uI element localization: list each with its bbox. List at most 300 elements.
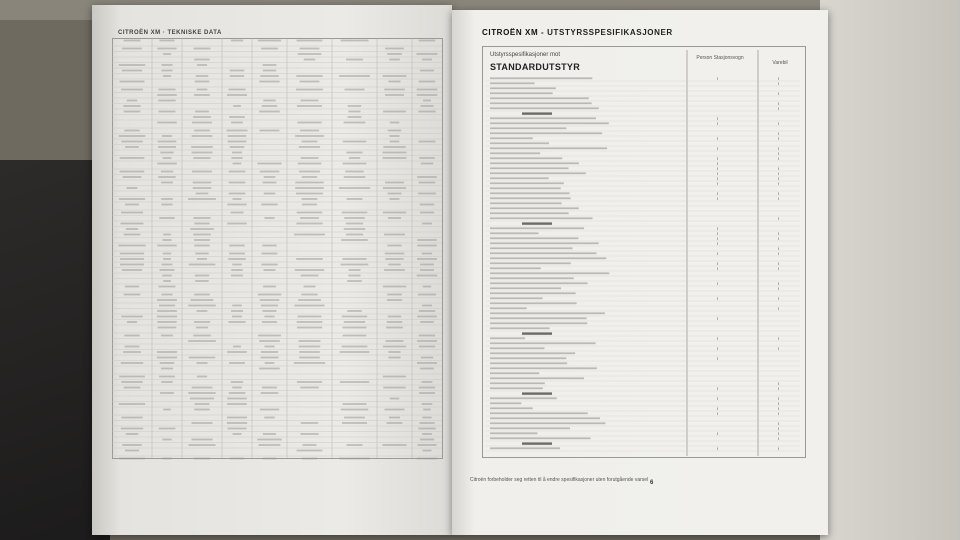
table-cell-text <box>297 212 323 214</box>
table-cell-text <box>383 152 407 154</box>
checklist-item-text <box>490 437 591 439</box>
table-cell-text <box>194 59 209 61</box>
table-cell-text <box>419 141 436 143</box>
table-cell-text <box>418 193 436 195</box>
table-cell-text <box>301 294 317 296</box>
table-cell-text <box>387 321 403 323</box>
table-cell-text <box>299 340 321 342</box>
table-cell-text <box>421 163 433 165</box>
checklist-mark <box>717 337 718 340</box>
checklist-item-text <box>490 312 605 314</box>
table-cell-text <box>348 116 362 118</box>
table-cell-text <box>124 111 141 113</box>
table-cell-text <box>258 294 281 296</box>
table-cell-text <box>159 428 176 430</box>
table-cell-text <box>263 269 275 271</box>
table-cell-text <box>300 217 319 219</box>
table-cell-text <box>419 387 435 389</box>
table-cell-text <box>385 182 404 184</box>
table-cell-text <box>157 351 177 353</box>
checklist-mark <box>717 412 718 415</box>
table-cell-text <box>160 392 174 394</box>
table-cell-text <box>161 171 173 173</box>
table-cell-text <box>299 146 320 148</box>
table-cell-text <box>127 321 137 323</box>
table-cell-text <box>231 212 244 214</box>
table-cell-text <box>119 458 145 460</box>
table-cell-text <box>342 346 368 348</box>
table-cell-text <box>121 212 143 214</box>
table-cell-text <box>420 264 434 266</box>
table-cell-text <box>257 439 281 441</box>
checklist-item-text <box>490 397 557 399</box>
table-cell-text <box>417 245 436 247</box>
table-cell-text <box>344 228 366 230</box>
table-cell-text <box>194 239 210 241</box>
table-cell-text <box>195 280 209 282</box>
table-cell-text <box>122 70 142 72</box>
table-cell-text <box>157 245 176 247</box>
table-cell-text <box>193 217 210 219</box>
table-cell-text <box>343 335 367 337</box>
checklist-item-text <box>490 427 570 429</box>
checklist-mark <box>778 262 779 265</box>
table-cell-text <box>157 48 176 50</box>
checklist-mark <box>778 172 779 175</box>
checklist-mark <box>778 192 779 195</box>
table-cell-text <box>347 444 363 446</box>
checklist-mark <box>717 347 718 350</box>
table-cell-text <box>388 130 401 132</box>
checklist-item-text <box>490 327 550 329</box>
table-cell-text <box>233 163 242 165</box>
checklist-item-text <box>490 402 521 404</box>
table-cell-text <box>122 444 141 446</box>
checklist-item-text <box>490 247 573 249</box>
table-cell-text <box>262 387 277 389</box>
table-cell-text <box>297 450 323 452</box>
table-cell-text <box>232 152 242 154</box>
table-cell-text <box>259 368 280 370</box>
table-cell-text <box>299 346 321 348</box>
table-cell-text <box>298 163 322 165</box>
table-cell-text <box>420 439 434 441</box>
checklist-mark <box>778 297 779 300</box>
table-cell-text <box>342 316 367 318</box>
table-cell-text <box>264 176 276 178</box>
checklist-item-text <box>490 237 578 239</box>
table-cell-text <box>125 204 139 206</box>
table-cell-text <box>189 357 215 359</box>
table-cell-text <box>383 387 405 389</box>
table-cell-text <box>387 294 402 296</box>
table-cell-text <box>419 81 436 83</box>
table-cell-text <box>346 234 363 236</box>
checklist-item-text <box>490 382 545 384</box>
table-cell-text <box>422 305 432 307</box>
checklist-item-text <box>490 207 579 209</box>
table-cell-text <box>257 163 281 165</box>
checklist-item-text <box>490 92 553 94</box>
table-cell-text <box>386 340 404 342</box>
checklist-mark <box>778 217 779 220</box>
checklist-mark <box>717 182 718 185</box>
table-cell-text <box>189 264 216 266</box>
table-cell-text <box>197 376 207 378</box>
table-cell-text <box>231 310 243 312</box>
checklist-mark <box>717 447 718 450</box>
checklist-item-text <box>490 192 570 194</box>
table-cell-text <box>294 362 325 364</box>
table-cell-text <box>386 327 403 329</box>
table-cell-text <box>229 253 245 255</box>
checklist-item-text <box>490 122 609 124</box>
table-cell-text <box>121 316 142 318</box>
checklist-item-text <box>490 347 544 349</box>
table-cell-text <box>262 245 276 247</box>
checklist-mark <box>717 242 718 245</box>
table-cell-text <box>298 299 321 301</box>
table-cell-text <box>390 141 400 143</box>
table-cell-text <box>120 264 144 266</box>
table-cell-text <box>162 458 171 460</box>
table-cell-text <box>297 122 321 124</box>
checklist-mark <box>717 252 718 255</box>
table-cell-text <box>231 40 243 42</box>
table-cell-text <box>157 163 177 165</box>
table-cell-text <box>423 409 431 411</box>
table-cell-text <box>385 258 403 260</box>
table-cell-text <box>298 53 322 55</box>
checklist-mark <box>717 432 718 435</box>
checklist-mark <box>778 132 779 135</box>
checklist-item-text <box>490 417 600 419</box>
table-cell-text <box>163 258 171 260</box>
table-cell-text <box>341 409 369 411</box>
table-cell-text <box>296 75 322 77</box>
checklist-item-text <box>490 182 564 184</box>
table-cell-text <box>195 403 210 405</box>
table-cell-text <box>121 141 143 143</box>
table-cell-text <box>196 75 209 77</box>
table-cell-text <box>197 258 207 260</box>
table-cell-text <box>417 176 437 178</box>
checklist-item-text <box>490 242 599 244</box>
checklist-item-text <box>490 117 596 119</box>
checklist-item-text <box>490 407 533 409</box>
checklist-item-text <box>490 257 606 259</box>
table-cell-text <box>263 64 277 66</box>
checklist-mark <box>778 157 779 160</box>
table-cell-text <box>230 75 244 77</box>
table-cell-text <box>160 269 175 271</box>
table-cell-text <box>233 433 242 435</box>
table-cell-text <box>119 198 145 200</box>
table-cell-text <box>189 444 216 446</box>
table-cell-text <box>422 417 431 419</box>
table-cell-text <box>347 310 362 312</box>
checklist-item-text <box>490 167 569 169</box>
table-cell-text <box>419 40 435 42</box>
table-cell-text <box>417 362 437 364</box>
table-cell-text <box>227 94 247 96</box>
table-cell-text <box>193 182 211 184</box>
table-cell-text <box>419 346 435 348</box>
checklist-mark <box>717 177 718 180</box>
checklist-item-text <box>490 282 588 284</box>
checklist-mark <box>778 402 779 405</box>
table-cell-text <box>264 346 274 348</box>
table-cell-text <box>259 81 279 83</box>
table-cell-text <box>389 135 399 137</box>
checklist-mark <box>717 282 718 285</box>
right-page-title <box>482 28 673 37</box>
table-cell-text <box>417 258 437 260</box>
column-header-varebil: Varebil <box>772 60 788 66</box>
table-cell-text <box>263 286 276 288</box>
table-cell-text <box>296 223 322 225</box>
table-cell-text <box>158 89 175 91</box>
table-cell-text <box>124 294 141 296</box>
table-cell-text <box>227 417 247 419</box>
checklist-mark <box>778 337 779 340</box>
equipment-table <box>482 46 806 458</box>
table-cell-text <box>344 321 365 323</box>
table-cell-text <box>260 75 279 77</box>
table-cell-text <box>348 275 360 277</box>
table-cell-text <box>163 280 171 282</box>
table-cell-text <box>193 187 212 189</box>
checklist-item-text <box>490 422 605 424</box>
checklist-mark <box>778 77 779 80</box>
table-cell-text <box>262 321 277 323</box>
table-cell-text <box>418 444 437 446</box>
table-cell-text <box>161 198 173 200</box>
table-cell-text <box>230 458 244 460</box>
table-cell-text <box>342 212 368 214</box>
table-cell-text <box>295 182 323 184</box>
table-cell-text <box>162 64 173 66</box>
table-cell-text <box>346 152 362 154</box>
checklist-mark <box>778 182 779 185</box>
table-cell-text <box>419 310 436 312</box>
table-cell-text <box>417 53 438 55</box>
table-cell-text <box>197 362 208 364</box>
checklist-item-text <box>490 292 576 294</box>
table-cell-text <box>227 130 248 132</box>
table-cell-text <box>301 157 319 159</box>
table-cell-text <box>344 417 365 419</box>
table-cell-text <box>265 362 275 364</box>
table-cell-text <box>158 100 175 102</box>
table-cell-text <box>227 422 247 424</box>
table-cell-text <box>422 381 433 383</box>
table-cell-text <box>419 157 434 159</box>
checklist-item-text <box>490 317 587 319</box>
table-cell-text <box>296 193 323 195</box>
checklist-item-text <box>490 322 587 324</box>
checklist-item-text <box>490 432 537 434</box>
checklist-section-heading <box>522 392 552 394</box>
table-cell-text <box>342 258 366 260</box>
table-cell-text <box>227 403 247 405</box>
table-cell-text <box>121 428 143 430</box>
table-cell-text <box>422 433 432 435</box>
table-cell-text <box>297 321 323 323</box>
table-cell-text <box>194 294 210 296</box>
checklist-mark <box>778 387 779 390</box>
table-cell-text <box>294 234 325 236</box>
table-cell-text <box>163 157 172 159</box>
table-cell-text <box>159 305 175 307</box>
table-cell-text <box>197 89 208 91</box>
table-cell-text <box>121 89 143 91</box>
table-cell-text <box>385 409 405 411</box>
checklist-mark <box>717 297 718 300</box>
table-cell-text <box>385 253 405 255</box>
table-cell-text <box>420 422 435 424</box>
table-cell-text <box>120 157 145 159</box>
table-cell-text <box>389 59 400 61</box>
table-cell-text <box>163 234 171 236</box>
table-cell-text <box>192 387 213 389</box>
table-cell-text <box>227 351 246 353</box>
checklist-mark <box>778 412 779 415</box>
checklist-mark <box>717 157 718 160</box>
table-cell-text <box>417 275 438 277</box>
checklist-mark <box>717 237 718 240</box>
table-cell-text <box>158 146 176 148</box>
checklist-mark <box>778 422 779 425</box>
table-cell-text <box>264 316 274 318</box>
checklist-item-text <box>490 232 539 234</box>
table-cell-text <box>420 105 433 107</box>
table-cell-text <box>232 198 241 200</box>
table-cell-text <box>121 381 142 383</box>
table-cell-text <box>230 70 244 72</box>
table-subtitle: Utstyrsspesifikasjoner mot <box>490 52 561 58</box>
table-cell-text <box>264 193 276 195</box>
table-cell-text <box>260 130 280 132</box>
table-cell-text <box>260 357 278 359</box>
table-cell-text <box>300 387 319 389</box>
table-cell-text <box>262 253 278 255</box>
table-cell-text <box>231 381 243 383</box>
checklist-mark <box>717 77 718 80</box>
table-cell-text <box>192 135 213 137</box>
table-cell-text <box>188 340 216 342</box>
table-cell-text <box>417 94 438 96</box>
table-cell-text <box>345 171 363 173</box>
checklist-mark <box>717 357 718 360</box>
table-cell-text <box>263 100 275 102</box>
table-cell-text <box>162 439 171 441</box>
checklist-item-text <box>490 132 602 134</box>
table-cell-text <box>118 245 145 247</box>
checklist-mark <box>717 137 718 140</box>
table-heading: STANDARDUTSTYR <box>490 62 581 72</box>
table-cell-text <box>390 122 399 124</box>
checklist-item-text <box>490 197 571 199</box>
table-cell-text <box>420 212 434 214</box>
table-cell-text <box>417 89 438 91</box>
table-cell-text <box>120 253 144 255</box>
table-cell-text <box>232 387 242 389</box>
table-cell-text <box>158 176 175 178</box>
checklist-mark <box>778 437 779 440</box>
table-cell-text <box>302 198 318 200</box>
table-cell-text <box>339 187 370 189</box>
checklist-item-text <box>490 152 540 154</box>
table-cell-text <box>420 269 434 271</box>
table-cell-text <box>163 75 171 77</box>
checklist-item-text <box>490 142 549 144</box>
table-cell-text <box>260 171 279 173</box>
table-cell-text <box>192 122 212 124</box>
table-cell-text <box>197 310 208 312</box>
table-cell-text <box>159 286 176 288</box>
table-cell-text <box>195 81 209 83</box>
table-cell-text <box>261 392 279 394</box>
table-cell-text <box>302 176 317 178</box>
table-cell-text <box>229 116 245 118</box>
table-cell-text <box>260 409 279 411</box>
table-cell-text <box>388 357 400 359</box>
table-cell-text <box>161 335 173 337</box>
table-cell-text <box>347 198 363 200</box>
table-cell-text <box>191 439 212 441</box>
checklist-item-text <box>490 342 596 344</box>
table-cell-text <box>124 40 141 42</box>
checklist-section-heading <box>522 222 552 224</box>
table-cell-text <box>188 392 215 394</box>
table-cell-text <box>418 294 436 296</box>
table-cell-text <box>388 193 402 195</box>
table-cell-text <box>123 105 140 107</box>
table-cell-text <box>417 458 437 460</box>
table-cell-text <box>294 305 324 307</box>
checklist-item-text <box>490 367 597 369</box>
checklist-mark <box>778 92 779 95</box>
checklist-mark <box>778 397 779 400</box>
table-cell-text <box>124 130 139 132</box>
table-cell-text <box>419 182 436 184</box>
table-cell-text <box>231 122 243 124</box>
table-cell-text <box>349 157 360 159</box>
table-cell-text <box>263 182 277 184</box>
table-cell-text <box>191 299 214 301</box>
table-cell-text <box>388 351 400 353</box>
table-cell-text <box>348 105 362 107</box>
table-cell-text <box>229 171 246 173</box>
table-cell-text <box>121 417 142 419</box>
checklist-mark <box>717 147 718 150</box>
table-cell-text <box>119 403 145 405</box>
checklist-item-text <box>490 82 535 84</box>
table-cell-text <box>124 335 139 337</box>
table-cell-text <box>300 433 318 435</box>
table-cell-text <box>233 346 241 348</box>
table-cell-text <box>194 94 210 96</box>
checklist-mark <box>778 307 779 310</box>
table-cell-text <box>161 368 173 370</box>
table-cell-text <box>229 392 246 394</box>
table-cell-text <box>339 458 370 460</box>
table-cell-text <box>197 64 207 66</box>
table-cell-text <box>387 245 401 247</box>
table-cell-text <box>194 409 209 411</box>
table-cell-text <box>125 346 140 348</box>
